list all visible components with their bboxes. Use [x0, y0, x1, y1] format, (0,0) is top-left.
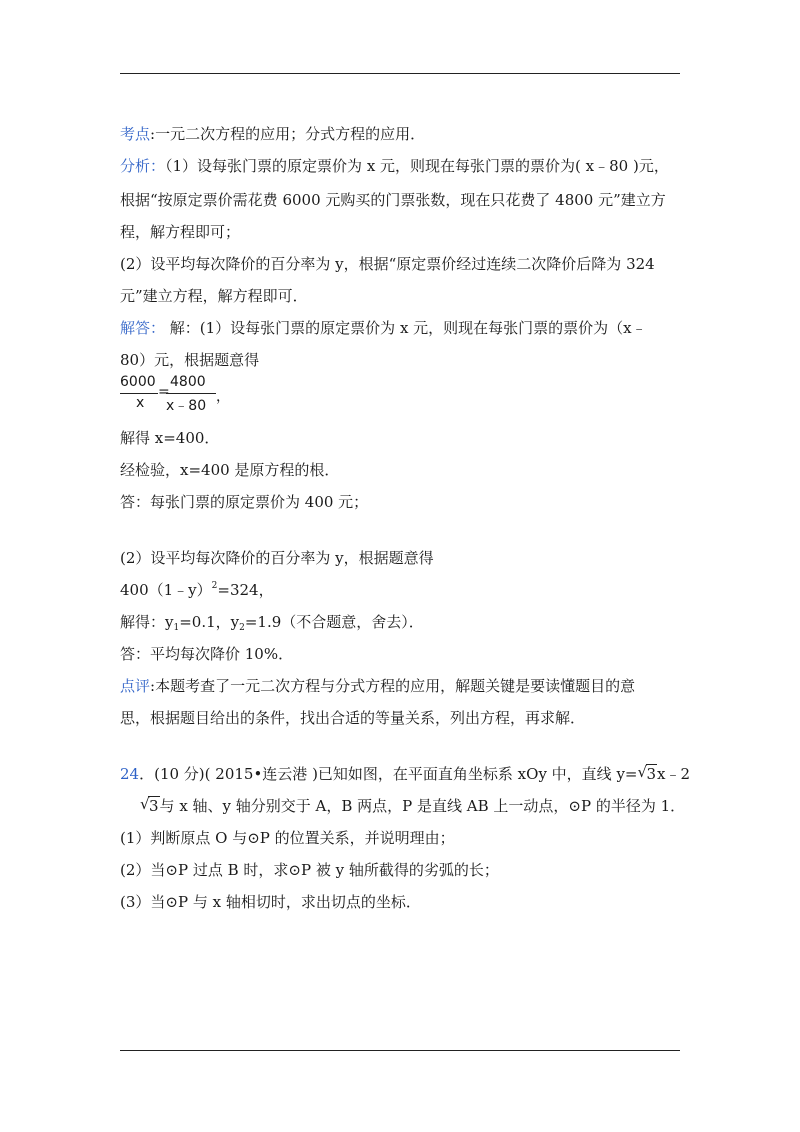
fenxi-line-3: 程，解方程即可；	[120, 223, 241, 241]
jieda-line-8: 答：平均每次降价 10%．	[120, 645, 294, 663]
dianping-label: 点评	[120, 677, 151, 695]
jieda-label: 解答：	[120, 319, 166, 337]
q24-part-3: (3）当⊙P 与 x 轴相切时，求出切点的坐标．	[120, 893, 421, 911]
fenxi-line-1	[120, 156, 669, 176]
eq2-left: 400（1﹣y）	[120, 581, 212, 599]
q24-text-2: 与 x 轴、y 轴分别交于 A，B 两点，P 是直线 AB 上一动点，⊙P 的半径为 1．	[159, 797, 686, 815]
frac-comma: ，	[216, 389, 230, 405]
sol-sub-2: 2	[239, 623, 245, 633]
jieda-line-6: (2）设平均每次降价的百分率为 y，根据题意得	[120, 549, 434, 567]
fenxi-line-5: 元”建立方程，解方程即可．	[120, 287, 308, 305]
jieda-line-1	[120, 318, 647, 338]
kaodian-line	[120, 124, 425, 144]
footer-rule	[120, 1050, 680, 1051]
jieda-line-2: 80）元，根据题意得	[120, 351, 260, 369]
dianping-text-1: :本题考查了一元二次方程与分式方程的应用，解题关键是要读懂题目的意	[150, 677, 636, 695]
fraction-equation	[120, 374, 320, 414]
q24-number: 24	[120, 765, 140, 783]
q24-text-1b: x﹣2	[657, 765, 691, 783]
q24-part-1: (1）判断原点 O 与⊙P 的位置关系，并说明理由；	[120, 829, 455, 847]
sol-a: 解得：y	[120, 613, 174, 631]
q24-part-2: (2）当⊙P 过点 B 时，求⊙P 被 y 轴所截得的劣弧的长；	[120, 861, 499, 879]
eq2-right: =324，	[217, 581, 274, 599]
sqrt-3-a: √ 3	[637, 763, 657, 783]
eq2-exponent: 2	[211, 581, 218, 591]
sol-b: =0.1，y	[179, 613, 240, 631]
fenxi-line-2: 根据“按原定票价需花费 6000 元购买的门票张数，现在只花费了 4800 元”建立方	[120, 191, 666, 209]
fenxi-text-1: （1）设每张门票的原定票价为 x 元，则现在每张门票的票价为( x﹣80 )元，	[165, 157, 669, 175]
dianping-line-1	[120, 676, 635, 696]
jieda-line-4: 经检验，x=400 是原方程的根．	[120, 461, 340, 479]
jieda-eq2	[120, 580, 274, 603]
sqrt-3-b: √ 3	[140, 795, 159, 815]
frac2-numerator: 4800	[170, 374, 206, 390]
equals-sign: =	[158, 384, 170, 400]
jieda-line-3: 解得 x=400．	[120, 429, 220, 447]
frac1-bar	[120, 393, 158, 394]
kaodian-text: :一元二次方程的应用；分式方程的应用．	[150, 125, 426, 143]
fenxi-label: 分析：	[120, 157, 166, 175]
kaodian-label: 考点	[120, 125, 151, 143]
frac1-numerator: 6000	[120, 374, 156, 390]
jieda-solution	[120, 612, 424, 635]
q24-line-1	[120, 764, 690, 784]
jieda-text-1: 解：(1）设每张门票的原定票价为 x 元，则现在每张门票的票价为（x﹣	[165, 319, 647, 337]
q24-text-1: ．(10 分)( 2015•连云港 )已知如图，在平面直角坐标系 xOy 中，直线 y=	[139, 765, 638, 783]
frac2-denominator: x﹣80	[166, 398, 207, 414]
frac1-denominator: x	[136, 395, 145, 411]
jieda-line-5: 答：每张门票的原定票价为 400 元；	[120, 493, 369, 511]
sol-c: =1.9（不合题意，舍去）．	[244, 613, 424, 631]
fenxi-line-4: (2）设平均每次降价的百分率为 y，根据“原定票价经过连续二次降价后降为 324	[120, 255, 655, 273]
sol-sub-1: 1	[173, 623, 180, 633]
header-rule	[120, 73, 680, 74]
frac2-bar	[166, 393, 216, 394]
q24-line-2	[140, 796, 685, 816]
dianping-line-2: 思，根据题目给出的条件，找出合适的等量关系，列出方程，再求解．	[120, 709, 586, 727]
